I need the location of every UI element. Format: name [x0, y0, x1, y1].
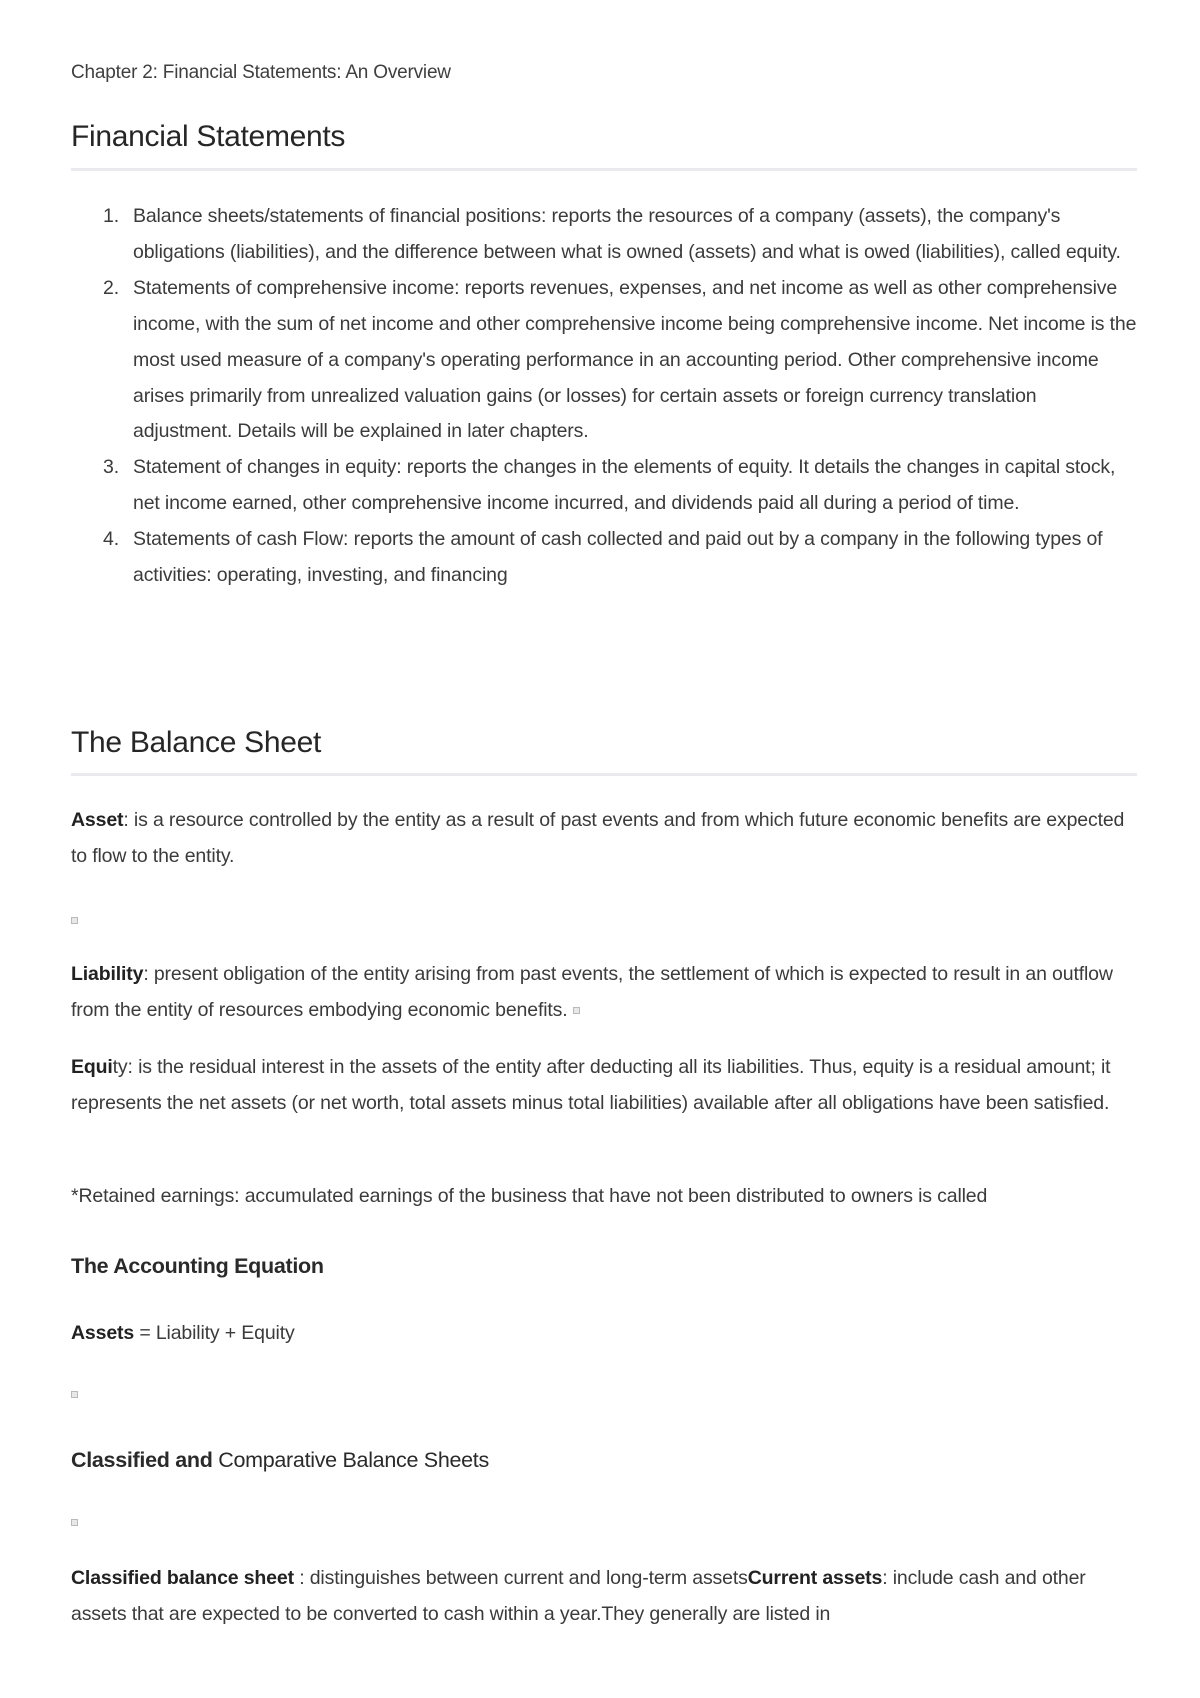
equity-definition — [71, 1049, 1137, 1121]
list-item — [71, 522, 1137, 594]
classified-term: Classified balance sheet — [71, 1567, 294, 1589]
liability-term: Liability — [71, 963, 144, 985]
heading-financial-statements: Financial Statements — [71, 120, 346, 153]
heading-balance-sheet: The Balance Sheet — [71, 726, 322, 759]
list-number: 1. — [103, 205, 119, 227]
classified-text: : distinguishes between current and long-term assets — [293, 1567, 748, 1589]
accounting-equation — [71, 1315, 1137, 1351]
heading-rest: Comparative Balance Sheets — [212, 1448, 489, 1472]
equity-term-rest: ty — [112, 1056, 128, 1078]
broken-image-icon — [71, 1519, 78, 1526]
broken-image-icon — [71, 917, 78, 924]
list-number: 3. — [103, 456, 119, 479]
list-item — [71, 450, 1137, 522]
list-item-text: Statements of cash Flow: reports the amount of cash collected and paid out by a company in the following types of activities: operating, investing, and financing — [133, 528, 1103, 587]
list-item — [71, 199, 1137, 271]
financial-statements-list — [71, 199, 1137, 594]
broken-image-icon — [71, 1391, 78, 1398]
list-number: 4. — [103, 528, 119, 551]
list-item-text: Balance sheets/statements of financial positions: reports the resources of a company (assets), the company's obligations (liabilities), and the difference between what is owned (assets) and what is owed (liabilities), called equity. — [133, 205, 1121, 263]
broken-image-icon — [573, 1007, 580, 1014]
liability-definition — [71, 956, 1137, 1028]
equation-rest: = Liability + Equity — [134, 1322, 295, 1344]
current-assets-term: Current assets — [747, 1567, 883, 1589]
list-item-text: Statement of changes in equity: reports the changes in the elements of equity. It details the changes in capital stock, net income earned, other comprehensive income incurred, and dividends paid all during a period of time. — [133, 456, 1116, 515]
asset-definition — [71, 802, 1137, 874]
equation-assets: Assets — [71, 1322, 135, 1344]
current-assets-text: : include cash and other assets that are expected to be converted to cash within a year.They generally are listed in — [71, 1567, 1086, 1625]
liability-text: : present obligation of the entity arising from past events, the settlement of which is expected to result in an outflow from the entity of resources embodying economic benefits. — [71, 963, 1113, 1021]
list-item-text: Statements of comprehensive income: reports revenues, expenses, and net income as well as other comprehensive income, with the sum of net income and other comprehensive income being comprehensive income. Net income is the most used measure of a company's operating performance in an accounting period. Other comprehensive income arises primarily from unrealized valuation gains (or losses) for certain assets or foreign currency translation adjustment. Details will be explained in later chapters. — [133, 276, 1137, 443]
retained-earnings-note: *Retained earnings: accumulated earnings of the business that have not been distributed to owners is called — [71, 1185, 988, 1207]
equity-text: : is the residual interest in the assets of the entity after deducting all its liabilities. Thus, equity is a residual amount; it represents the net assets (or net worth, total assets minus total liabilities) available after all obligations have been satisfied. — [71, 1056, 1111, 1114]
heading-classified-balance-sheets — [71, 1448, 489, 1473]
asset-term: Asset — [71, 809, 124, 831]
chapter-title: Chapter 2: Financial Statements: An Overview — [71, 62, 451, 83]
list-item — [71, 271, 1137, 451]
list-number: 2. — [103, 276, 119, 299]
heading-divider — [71, 168, 1137, 171]
asset-text: : is a resource controlled by the entity as a result of past events and from which future economic benefits are expected to flow to the entity. — [71, 809, 1125, 867]
heading-bold-part: Classified and — [71, 1448, 213, 1472]
heading-accounting-equation: The Accounting Equation — [71, 1254, 324, 1278]
equity-term: Equi — [71, 1056, 113, 1078]
classified-balance-sheet-definition — [71, 1560, 1137, 1632]
heading-divider — [71, 773, 1137, 776]
